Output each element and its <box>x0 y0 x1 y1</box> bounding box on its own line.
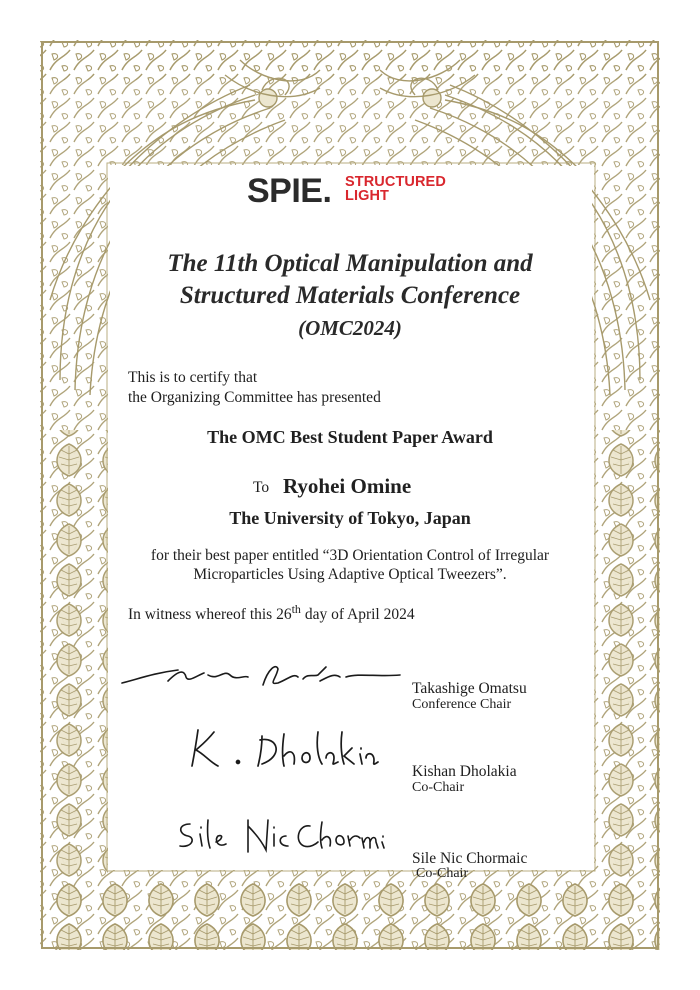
signatory1-role: Conference Chair <box>412 697 512 712</box>
recipient-name: Ryohei Omine <box>283 474 412 498</box>
witness-prefix: In witness whereof this 26 <box>128 606 292 623</box>
conference-title-line2: Structured Materials Conference <box>179 282 521 309</box>
signature-chormaic <box>170 812 390 862</box>
signatory2-role: Co-Chair <box>412 780 465 795</box>
paper-line1: for their best paper entitled “3D Orientation Control of Irregular <box>150 547 550 564</box>
logo-sub-line2: LIGHT <box>345 188 389 204</box>
signature-omatsu <box>118 655 408 700</box>
signatory3-role: Co-Chair <box>416 866 469 881</box>
signature-dholakia <box>180 722 380 772</box>
witness-rest: day of April 2024 <box>300 606 415 623</box>
logo-brand: SPIE. <box>247 172 332 210</box>
certify-line1: This is to certify that <box>128 369 258 386</box>
certify-line2: the Organizing Committee has presented <box>128 389 381 406</box>
award-title: The OMC Best Student Paper Award <box>207 427 493 447</box>
witness-suffix: th <box>291 602 301 616</box>
signatory2-name: Kishan Dholakia <box>412 763 517 780</box>
conference-acronym: (OMC2024) <box>298 316 402 340</box>
signatory3-name: Sile Nic Chormaic <box>412 850 528 867</box>
logo-sub <box>345 175 446 203</box>
logo-sub-line1: STRUCTURED <box>345 174 446 190</box>
signatory1-name: Takashige Omatsu <box>412 680 527 697</box>
paper-line2: Microparticles Using Adaptive Optical Tweezers”. <box>193 566 507 583</box>
recipient-to-label: To <box>253 479 270 496</box>
recipient-affiliation: The University of Tokyo, Japan <box>229 508 471 528</box>
witness-line <box>128 602 415 624</box>
conference-title-line1: The 11th Optical Manipulation and <box>167 250 533 277</box>
